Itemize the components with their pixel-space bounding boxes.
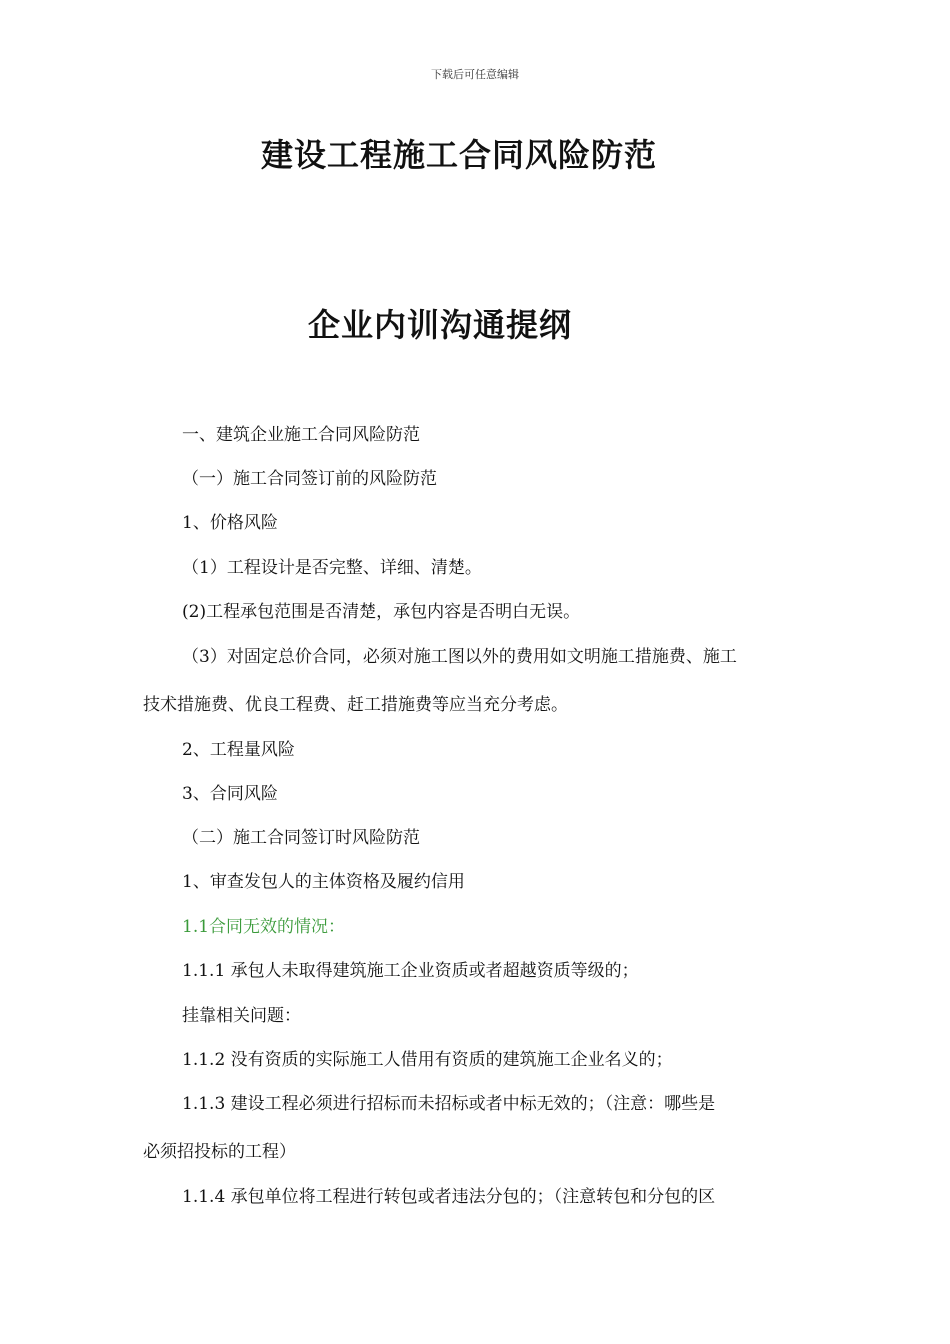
- paragraph-fixed-price: （3）对固定总价合同，必须对施工图以外的费用如文明施工措施费、施工: [182, 647, 737, 667]
- list-item-contract-risk: 3、合同风险: [182, 784, 278, 804]
- list-item-1-1-4: 1.1.4 承包单位将工程进行转包或者违法分包的；（注意转包和分包的区: [182, 1187, 716, 1207]
- list-item-affiliation: 挂靠相关问题：: [182, 1006, 301, 1026]
- document-subtitle: 企业内训沟通提纲: [307, 306, 572, 344]
- list-item-1-1-3: 1.1.3 建设工程必须进行招标而未招标或者中标无效的；（注意：哪些是: [182, 1094, 716, 1114]
- list-item-design: （1）工程设计是否完整、详细、清楚。: [182, 558, 482, 578]
- list-item-review: 1、审查发包人的主体资格及履约信用: [182, 872, 465, 892]
- subsection-heading-2: （二）施工合同签订时风险防范: [182, 828, 420, 848]
- section-heading-1: 一、建筑企业施工合同风险防范: [182, 425, 420, 445]
- list-item-scope: (2)工程承包范围是否清楚，承包内容是否明白无误。: [182, 602, 581, 622]
- list-item-price-risk: 1、价格风险: [182, 513, 278, 533]
- list-item-1-1-2: 1.1.2 没有资质的实际施工人借用有资质的建筑施工企业名义的；: [182, 1050, 673, 1070]
- subsection-heading-1: （一）施工合同签订前的风险防范: [182, 469, 437, 489]
- header-note: 下载后可任意编辑: [431, 68, 519, 81]
- list-item-1-1-1: 1.1.1 承包人未取得建筑施工企业资质或者超越资质等级的；: [182, 961, 639, 981]
- list-item-1-1-3-cont: 必须招投标的工程）: [143, 1142, 296, 1162]
- paragraph-fixed-price-cont: 技术措施费、优良工程费、赶工措施费等应当充分考虑。: [143, 695, 568, 715]
- document-title: 建设工程施工合同风险防范: [260, 136, 657, 174]
- highlight-heading-invalid: 1.1合同无效的情况：: [182, 917, 346, 937]
- list-item-quantity-risk: 2、工程量风险: [182, 740, 295, 760]
